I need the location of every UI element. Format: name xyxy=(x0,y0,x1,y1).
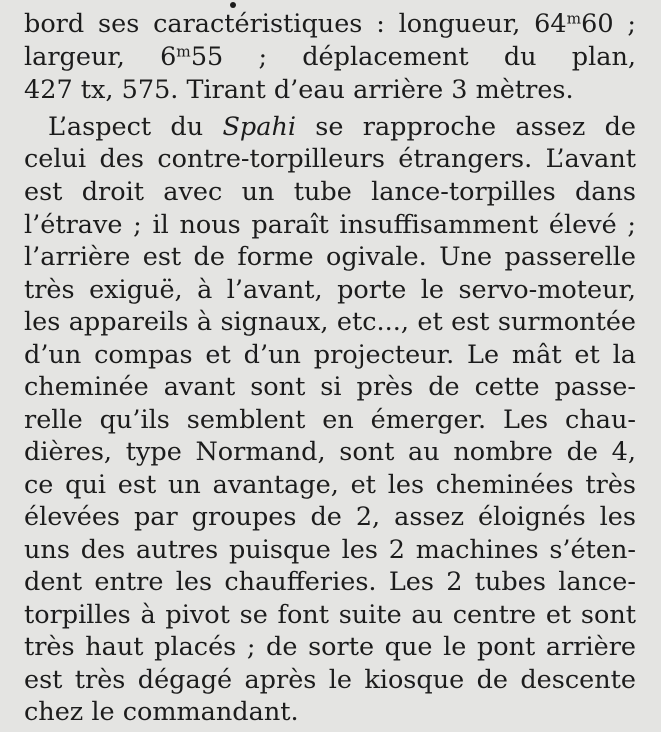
text-line: d’un compas et d’un projecteur. Le mât et la xyxy=(24,340,636,370)
text-line: très exiguë, à l’avant, porte le servo-moteur, xyxy=(24,275,636,305)
text-line: 427 tx, 575. Tirant d’eau arrière 3 mètres. xyxy=(24,75,574,105)
ship-name: Spahi xyxy=(222,112,297,142)
text-line: dent entre les chaufferies. Les 2 tubes lance- xyxy=(24,567,636,597)
text-line: ce qui est un avantage, et les cheminées très xyxy=(24,470,636,500)
text-line: l’arrière est de forme ogivale. Une passerelle xyxy=(24,242,636,272)
text-line: chez le commandant. xyxy=(24,697,299,727)
text-line: celui des contre-torpilleurs étrangers. L’avant xyxy=(24,144,636,174)
text-line: largeur, 6$^m$55 ; déplacement du plan, xyxy=(24,42,636,72)
text-line: les appareils à signaux, etc..., et est surmontée xyxy=(24,307,636,337)
text-line: relle qu’ils semblent en émerger. Les chau- xyxy=(24,405,636,435)
text-line: très haut placés ; de sorte que le pont arrière xyxy=(24,632,636,662)
text-line: bord ses caractéristiques : longueur, 64$^m$60 ; xyxy=(24,9,636,39)
text-line: est très dégagé après le kiosque de descente xyxy=(24,665,636,695)
text-line: uns des autres puisque les 2 machines s’éten- xyxy=(24,535,636,565)
text-line: cheminée avant sont si près de cette passe- xyxy=(24,372,636,402)
text-line: dières, type Normand, sont au nombre de 4, xyxy=(24,437,636,467)
text-line: l’étrave ; il nous paraît insuffisamment élevé ; xyxy=(24,210,636,240)
paragraph-first-line: L’aspect du Spahi se rapproche assez de xyxy=(48,112,636,142)
text-line: torpilles à pivot se font suite au centre et sont xyxy=(24,600,636,630)
text-line: élevées par groupes de 2, assez éloignés les xyxy=(24,502,636,532)
text-line: est droit avec un tube lance-torpilles dans xyxy=(24,177,636,207)
